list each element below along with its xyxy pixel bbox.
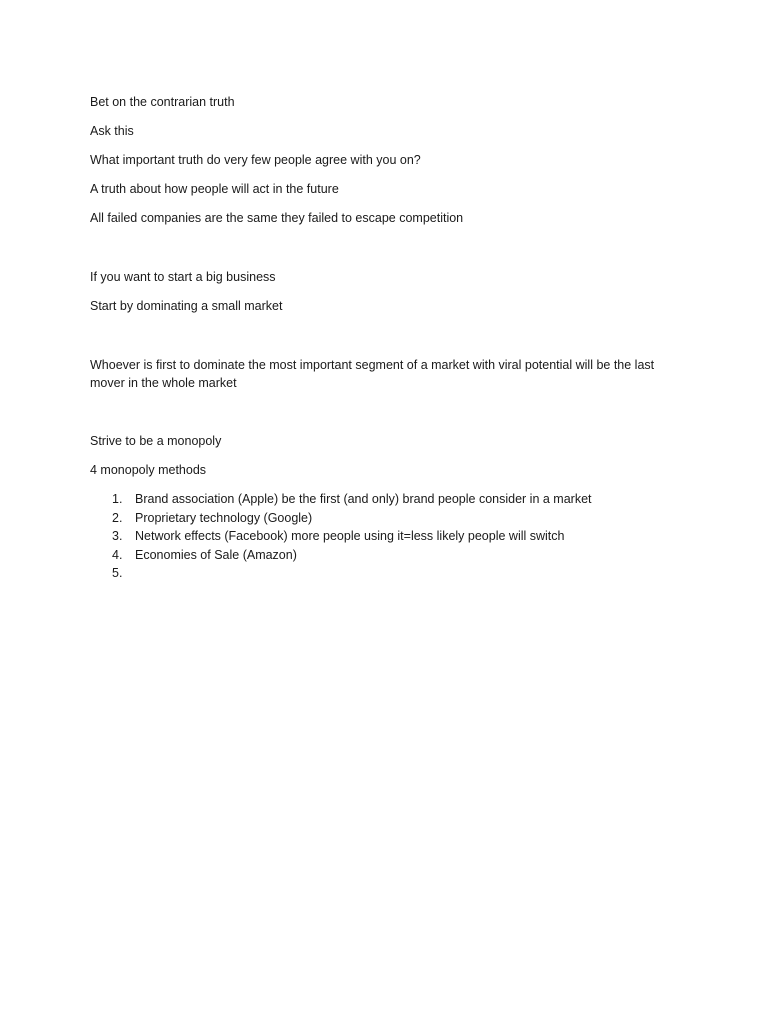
- paragraph: Whoever is first to dominate the most important segment of a market with viral potential will be the last mover in the whole market: [90, 358, 655, 390]
- blank-line: [90, 326, 690, 356]
- blank-line: [90, 238, 690, 268]
- list-item: [90, 509, 690, 528]
- list-item: [90, 546, 690, 565]
- paragraph: Strive to be a monopoly: [90, 434, 222, 448]
- document-page: [90, 93, 690, 583]
- paragraph: If you want to start a big business: [90, 270, 276, 284]
- list-number: 1.: [112, 492, 123, 506]
- list-item-text: Economies of Sale (Amazon): [135, 547, 297, 562]
- paragraph: What important truth do very few people agree with you on?: [90, 153, 421, 167]
- paragraph: Ask this: [90, 124, 134, 138]
- list-number: 2.: [112, 510, 123, 525]
- list-item-text: Brand association (Apple) be the first (and only) brand people consider in a market: [135, 492, 592, 506]
- list-number: 4.: [112, 547, 123, 562]
- list-item: [90, 527, 690, 546]
- paragraph: A truth about how people will act in the future: [90, 182, 339, 196]
- paragraph: Start by dominating a small market: [90, 299, 283, 313]
- list-item-text: Proprietary technology (Google): [135, 510, 313, 525]
- list-item: [90, 490, 690, 509]
- monopoly-methods-list: [90, 490, 690, 583]
- list-item: [90, 564, 690, 583]
- paragraph: 4 monopoly methods: [90, 463, 207, 477]
- paragraph: All failed companies are the same they failed to escape competition: [90, 211, 464, 225]
- paragraph: Bet on the contrarian truth: [90, 95, 235, 109]
- blank-line: [90, 403, 690, 432]
- list-number: 3.: [112, 529, 123, 543]
- list-number: 5.: [112, 566, 123, 580]
- list-item-text: Network effects (Facebook) more people using it=less likely people will switch: [135, 529, 565, 543]
